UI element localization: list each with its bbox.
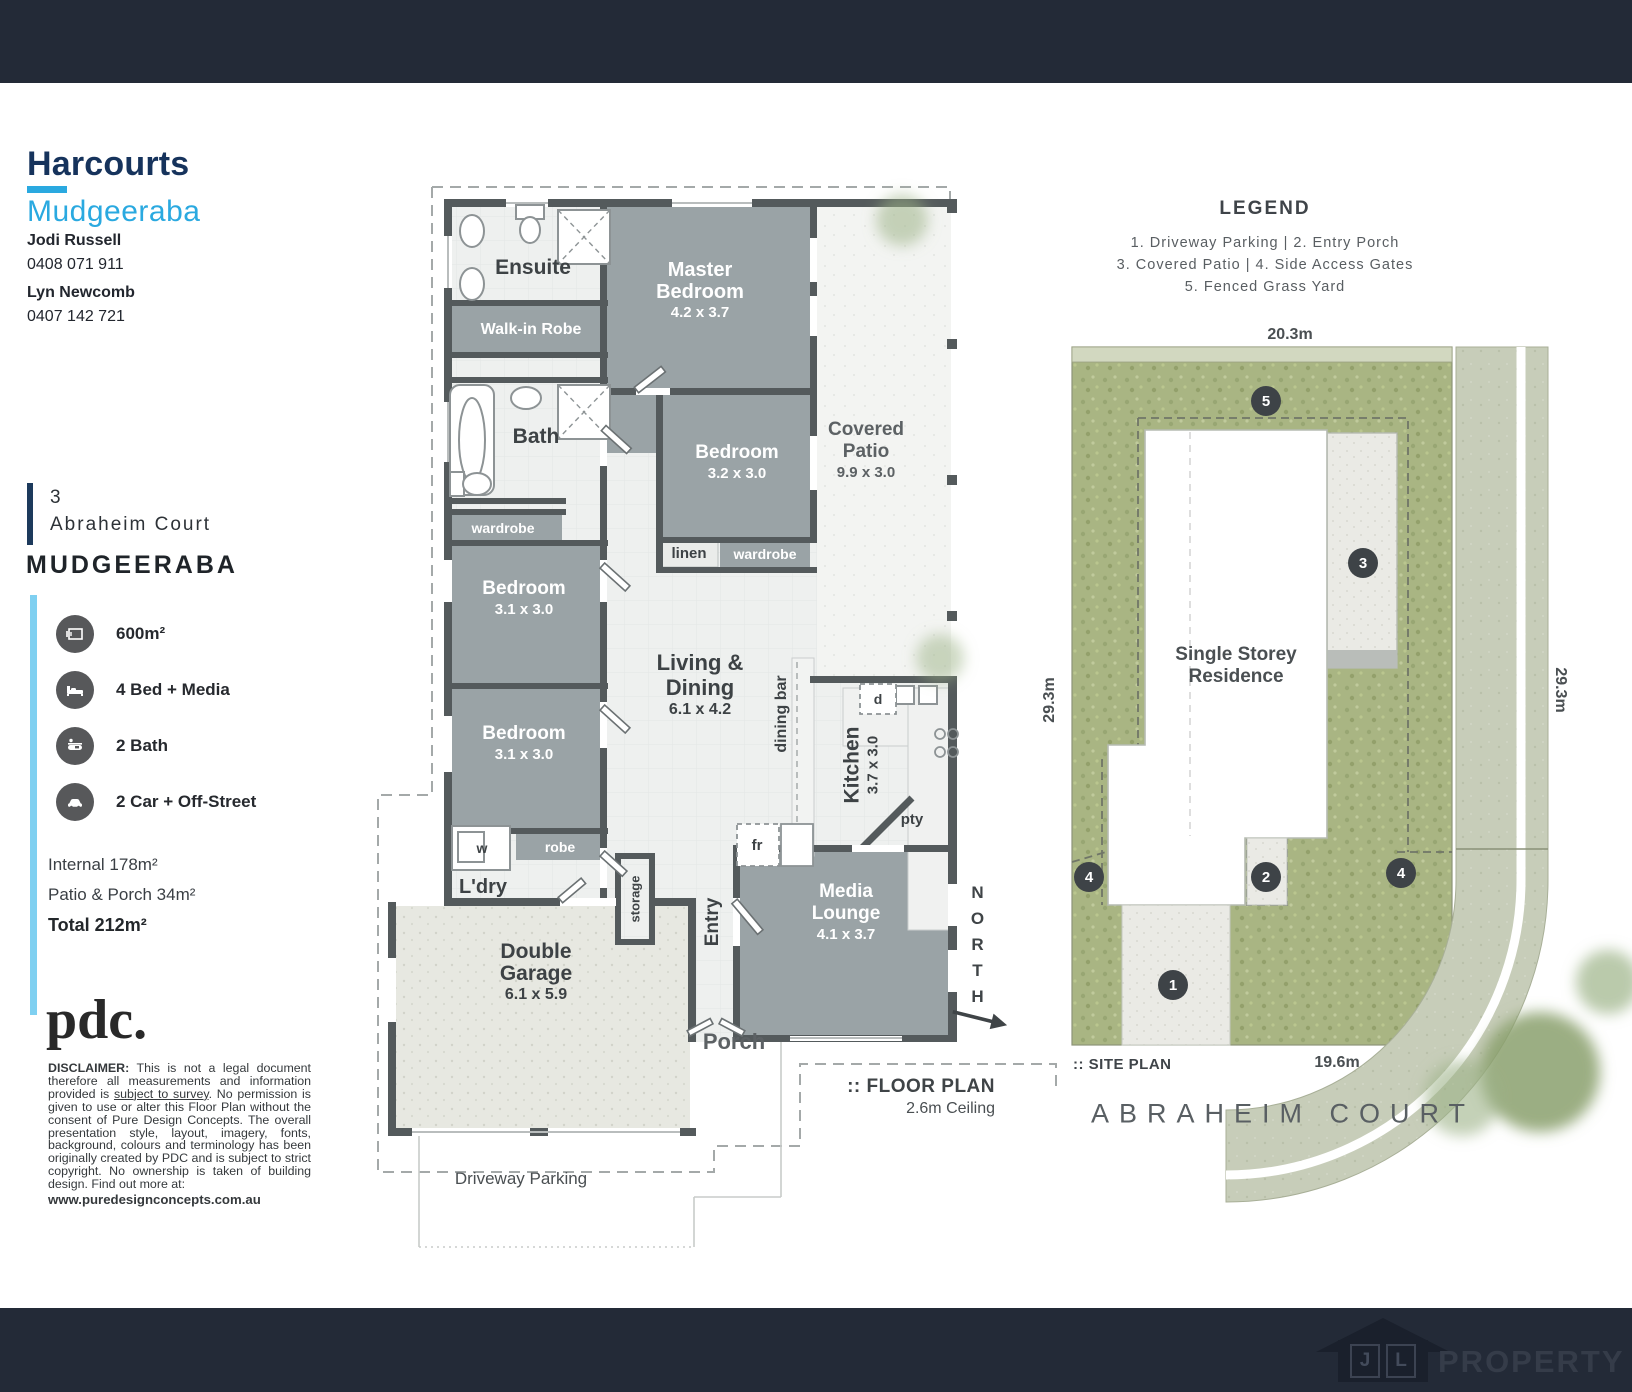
laundry-label: L'dry — [458, 876, 508, 898]
storage-label: storage — [627, 875, 643, 923]
logo-letter-l: L — [1386, 1344, 1416, 1378]
room-dims: 3.1 x 3.0 — [494, 746, 554, 763]
street-number: 3 — [50, 487, 63, 508]
car-icon — [56, 783, 94, 821]
room-label-wardrobe: wardrobe — [471, 520, 535, 536]
site-marker-4-left: 4 — [1074, 862, 1104, 892]
entry-label: Entry — [702, 897, 723, 947]
site-patio-wall — [1327, 650, 1397, 668]
logo-property-text: PROPERTY — [1438, 1344, 1625, 1379]
agent-name: Jodi Russell — [27, 232, 122, 249]
disclaimer-text-1: This is not a legal document therefore all measurements and information provided is — [48, 1061, 311, 1101]
disclaimer — [48, 1062, 311, 1207]
fridge-label: fr — [751, 837, 763, 854]
agent-1 — [27, 232, 287, 274]
agent-name: Lyn Newcomb — [27, 284, 135, 301]
room-label-wardrobe2: wardrobe — [733, 546, 797, 562]
room-label-bath: Bath — [512, 425, 560, 448]
floor-plan-ceiling: 2.6m Ceiling — [906, 1100, 995, 1117]
site-plan-caption: :: SITE PLAN — [1073, 1056, 1172, 1073]
room-label-master-bedroom: Master Bedroom 4.2 x 3.7 — [635, 259, 765, 321]
address-accent-bar — [27, 483, 33, 545]
residence-label: Single Storey Residence — [1175, 644, 1297, 687]
legend — [1040, 198, 1490, 298]
room-dims: 3.2 x 3.0 — [707, 465, 767, 482]
jl-property-logo — [1316, 1318, 1625, 1384]
room-label-double-garage: Double Garage 6.1 x 5.9 — [486, 941, 586, 1003]
room-label-living-dining: Living & Dining 6.1 x 4.2 — [642, 650, 758, 718]
rear-fence — [1072, 347, 1452, 362]
stat-label: 2 Car + Off-Street — [116, 792, 257, 811]
site-dim-bottom: 19.6m — [1314, 1054, 1360, 1071]
legend-line-1: 1. Driveway Parking | 2. Entry Porch — [1130, 235, 1400, 251]
street-name: Abraheim Court — [50, 514, 212, 535]
bath-icon — [56, 727, 94, 765]
room-dims: 9.9 x 3.0 — [836, 464, 896, 481]
stat-land — [56, 615, 165, 653]
room-label-media-lounge: Media Lounge 4.1 x 3.7 — [796, 881, 896, 943]
legend-line-2: 3. Covered Patio | 4. Side Access Gates — [1116, 257, 1414, 273]
site-marker-3: 3 — [1348, 548, 1378, 578]
room-label-bedroom3: Bedroom 3.1 x 3.0 — [464, 578, 584, 618]
pdc-logo: pdc. — [46, 989, 148, 1051]
agent-phone: 0408 071 911 — [27, 256, 124, 273]
agent-2 — [27, 284, 287, 326]
room-dims: 4.1 x 3.7 — [816, 926, 876, 943]
agent-phone: 0407 142 721 — [27, 308, 125, 325]
patio-porch-area: Patio & Porch 34m² — [48, 885, 196, 904]
pdc-website-link[interactable]: www.puredesignconcepts.com.au — [48, 1192, 261, 1208]
site-dim-top: 20.3m — [1267, 326, 1313, 343]
site-plan — [1072, 347, 1632, 1202]
room-label-bedroom4: Bedroom 3.1 x 3.0 — [464, 723, 584, 763]
street-name-label: ABRAHEIM COURT — [1090, 1098, 1476, 1129]
robe-label: robe — [544, 839, 576, 855]
logo-letter-j: J — [1350, 1344, 1380, 1378]
brand-logo — [27, 145, 200, 229]
site-dim-right: 29.3m — [1552, 667, 1569, 713]
room-dims: 4.2 x 3.7 — [670, 304, 730, 321]
north-label: NORTH — [968, 883, 987, 1013]
site-marker-1: 1 — [1158, 970, 1188, 1000]
site-marker-2: 2 — [1251, 862, 1281, 892]
stat-bath — [56, 727, 168, 765]
bed-icon — [56, 671, 94, 709]
legend-title: LEGEND — [1219, 198, 1311, 219]
legend-line-3: 5. Fenced Grass Yard — [1184, 279, 1346, 295]
room-label-kitchen: Kitchen 3.7 x 3.0 — [840, 726, 882, 804]
disclaimer-text-2: . No permission is given to use or alter this Floor Plan without the consent of Pure Design Concepts. The overall presentation style, layout, imagery, fonts, background, colours and terminology has been originally created by PDC and is subject to strict copyright. No ownership is taken of building design. Find out more at: — [48, 1086, 311, 1192]
address — [50, 484, 211, 538]
stat-bed — [56, 671, 230, 709]
room-label-ensuite: Ensuite — [495, 256, 571, 279]
stat-label: 4 Bed + Media — [116, 680, 230, 699]
room-label-walkin-robe: Walk-in Robe — [480, 321, 582, 338]
brand-suburb: Mudgeeraba — [27, 195, 201, 228]
disclaimer-label: DISCLAIMER: — [48, 1061, 130, 1075]
stat-car — [56, 783, 256, 821]
pantry-label: pty — [900, 811, 924, 828]
room-dims: 6.1 x 5.9 — [504, 986, 568, 1003]
total-area: Total 212m² — [48, 915, 147, 935]
land-size-icon — [56, 615, 94, 653]
stats-accent-bar — [30, 595, 37, 1015]
brand-name: Harcourts — [27, 145, 190, 183]
room-label-bedroom2: Bedroom 3.2 x 3.0 — [677, 442, 797, 482]
room-label-covered-patio: Covered Patio 9.9 x 3.0 — [818, 419, 914, 481]
area-summary — [48, 850, 195, 940]
site-dim-left: 29.3m — [1041, 677, 1058, 723]
washer-label: w — [476, 840, 488, 856]
floor-plan-caption-title: :: FLOOR PLAN — [847, 1076, 995, 1097]
porch-label: Porch — [702, 1029, 766, 1054]
house-body-icon — [1338, 1340, 1428, 1382]
internal-area: Internal 178m² — [48, 855, 158, 874]
site-marker-4-right: 4 — [1386, 858, 1416, 888]
room-dims: 6.1 x 4.2 — [668, 701, 732, 718]
dining-bar-label: dining bar — [773, 675, 790, 753]
driveway-parking-label: Driveway Parking — [454, 1169, 588, 1188]
suburb-title: MUDGEERABA — [26, 551, 238, 579]
stat-label: 600m² — [116, 624, 166, 643]
brand-underline — [27, 186, 67, 193]
site-marker-5: 5 — [1251, 386, 1281, 416]
dishwasher-label: d — [873, 691, 883, 707]
disclaimer-underlined: subject to survey — [113, 1086, 209, 1101]
stat-label: 2 Bath — [116, 736, 168, 755]
floor-plan-caption — [843, 1076, 995, 1118]
room-dims: 3.1 x 3.0 — [494, 601, 554, 618]
room-label-linen: linen — [671, 545, 707, 562]
room-dims: 3.7 x 3.0 — [864, 735, 882, 795]
